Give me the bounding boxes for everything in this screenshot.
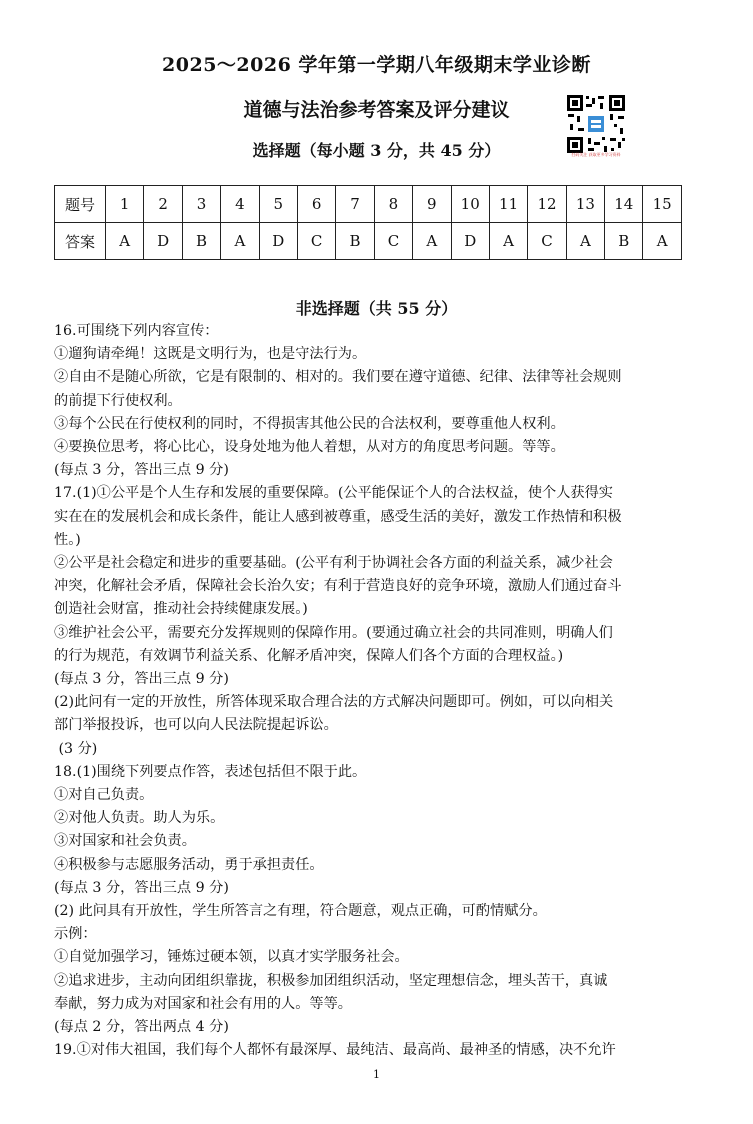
number-cell: 12: [528, 186, 566, 223]
text-line: 实在在的发展机会和成长条件，能让人感到被尊重，感受生活的美好，激发工作热情和积极: [54, 508, 622, 525]
answer-cell: B: [605, 223, 643, 260]
text-line: ②公平是社会稳定和进步的重要基础。(公平有利于协调社会各方面的利益关系，减少社会: [54, 555, 613, 572]
number-cell: 14: [605, 186, 643, 223]
answer-cell: A: [643, 223, 681, 260]
text-line: (2)此问有一定的开放性，所答体现采取合理合法的方式解决问题即可。例如，可以向相关: [54, 694, 614, 711]
section-heading-choice: 选择题（每小题 3 分，共 45 分）: [252, 141, 501, 160]
text-line: 的前提下行使权利。: [54, 392, 182, 409]
text-line: ①遛狗请牵绳！这既是文明行为，也是守法行为。: [54, 346, 367, 363]
answer-cell: C: [374, 223, 412, 260]
answer-cell: A: [489, 223, 527, 260]
number-cell: 6: [297, 186, 335, 223]
text-line: ②对他人负责。助人为乐。: [54, 810, 225, 827]
answer-table-row-answers: [55, 223, 682, 260]
text-line: 创造社会财富，推动社会持续健康发展。): [54, 601, 308, 618]
text-line: (每点 3 分，答出三点 9 分): [54, 879, 229, 896]
qr-code-icon: [566, 94, 626, 154]
number-cell: 9: [413, 186, 451, 223]
number-cell: 15: [643, 186, 681, 223]
number-cell: 2: [144, 186, 182, 223]
answer-cell: B: [182, 223, 220, 260]
answer-cell: C: [528, 223, 566, 260]
number-cell: 4: [221, 186, 259, 223]
answer-cell: D: [451, 223, 489, 260]
text-line: (每点 3 分，答出三点 9 分): [54, 462, 229, 479]
answer-cell: B: [336, 223, 374, 260]
text-line: 的行为规范，有效调节利益关系、化解矛盾冲突，保障人们各个方面的合理权益。): [54, 647, 564, 664]
number-cell: 11: [489, 186, 527, 223]
text-line: 18.(1)围绕下列要点作答，表述包括但不限于此。: [54, 763, 367, 780]
number-cell: 5: [259, 186, 297, 223]
text-line: 奉献，努力成为对国家和社会有用的人。等等。: [54, 995, 352, 1012]
number-cell: 1: [106, 186, 144, 223]
answer-table: [54, 185, 682, 260]
number-cell: 7: [336, 186, 374, 223]
answer-cell: A: [413, 223, 451, 260]
document-title: 2025～2026 学年第一学期八年级期末学业诊断: [162, 54, 591, 76]
text-line: ①对自己负责。: [54, 787, 154, 804]
answer-cell: A: [221, 223, 259, 260]
number-cell: 8: [374, 186, 412, 223]
text-line: ③每个公民在行使权利的同时，不得损害其他公民的合法权利，要尊重他人权利。: [54, 415, 565, 432]
text-line: 16.可围绕下列内容宣传：: [54, 323, 219, 339]
text-line: (每点 3 分，答出三点 9 分): [54, 671, 229, 688]
number-cell: 13: [566, 186, 604, 223]
number-cell: 3: [182, 186, 220, 223]
answer-cell: A: [106, 223, 144, 260]
qr-caption: 扫码关注 获取更多学习资料: [571, 152, 621, 157]
text-line: ①自觉加强学习，锤炼过硬本领，以真才实学服务社会。: [54, 949, 409, 966]
answer-cell: C: [297, 223, 335, 260]
text-line: (3 分): [54, 740, 98, 757]
answer-cell: A: [566, 223, 604, 260]
text-line: ②自由不是随心所欲，它是有限制的、相对的。我们要在遵守道德、纪律、法律等社会规则: [54, 369, 622, 386]
text-line: (2) 此问具有开放性，学生所答言之有理，符合题意，观点正确，可酌情赋分。: [54, 903, 547, 920]
document-subtitle: 道德与法治参考答案及评分建议: [243, 99, 510, 121]
text-line: 性。): [54, 531, 81, 548]
text-line: 19.①对伟大祖国，我们每个人都怀有最深厚、最纯洁、最高尚、最神圣的情感，决不允许: [54, 1042, 616, 1059]
text-line: 冲突，化解社会矛盾，保障社会长治久安；有利于营造良好的竞争环境，激励人们通过奋斗: [54, 578, 622, 595]
text-line: 17.(1)①公平是个人生存和发展的重要保障。(公平能保证个人的合法权益，使个人获得实: [54, 485, 613, 502]
answer-cell: D: [144, 223, 182, 260]
text-line: ④要换位思考，将心比心，设身处地为他人着想，从对方的角度思考问题。等等。: [54, 439, 565, 456]
text-line: 部门举报投诉，也可以向人民法院提起诉讼。: [54, 717, 338, 734]
text-line: ④积极参与志愿服务活动，勇于承担责任。: [54, 856, 324, 873]
answer-cell: D: [259, 223, 297, 260]
text-line: 示例：: [54, 926, 97, 943]
number-cell: 10: [451, 186, 489, 223]
text-line: ③对国家和社会负责。: [54, 833, 196, 850]
text-line: (每点 2 分，答出两点 4 分): [54, 1019, 229, 1036]
page-number: 1: [373, 1068, 380, 1081]
section-heading-nonchoice: 非选择题（共 55 分）: [295, 299, 458, 318]
row-label: 答案: [55, 223, 106, 260]
answer-body: [54, 320, 668, 1063]
text-line: ②追求进步，主动向团组织靠拢，积极参加团组织活动，坚定理想信念，埋头苦干，真诚: [54, 972, 608, 989]
answer-table-row-numbers: [55, 186, 682, 223]
text-line: ③维护社会公平，需要充分发挥规则的保障作用。(要通过确立社会的共同准则，明确人们: [54, 624, 613, 641]
row-label: 题号: [55, 186, 106, 223]
